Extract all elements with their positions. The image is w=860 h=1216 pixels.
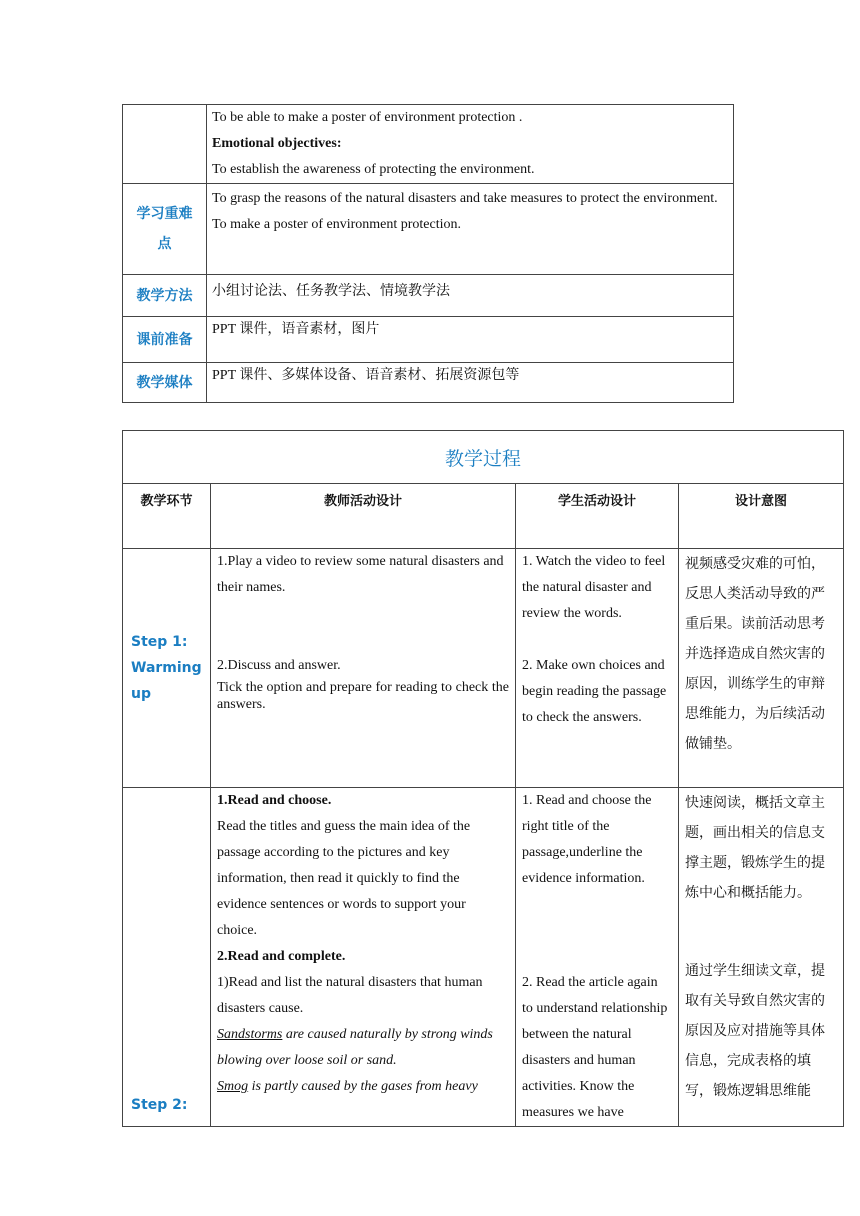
teaching-process-table — [122, 430, 844, 1127]
keyword: Sandstorms — [217, 1027, 283, 1042]
sentence-rest: is partly caused by the gases from heavy — [248, 1079, 478, 1094]
text-paragraph: 1.Play a video to review some natural disasters and their names. — [217, 554, 504, 595]
text-line: PPT 课件、多媒体设备、语音素材、拓展资源包等 — [212, 368, 520, 383]
row-content — [207, 184, 734, 275]
row-label: 课前准备 — [123, 317, 207, 363]
text-line: To establish the awareness of protecting the environment. — [212, 162, 535, 177]
step-label-line: Step 1: — [131, 634, 188, 650]
step-label: Step 2: — [123, 788, 211, 1127]
text-line: 小组讨论法、任务教学法、情境教学法 — [212, 284, 450, 299]
row-label — [123, 105, 207, 184]
table-title: 教学过程 — [123, 431, 844, 484]
text-paragraph: 通过学生细读文章，提取有关导致自然灾害的原因及应对措施等具体信息，完成表格的填写，锻炼逻辑思维能 — [685, 963, 825, 1099]
header-stage: 教学环节 — [123, 484, 211, 549]
row-label: 教学媒体 — [123, 363, 207, 403]
example-sentence — [217, 1074, 509, 1100]
text-paragraph: 1)Read and list the natural disasters that human disasters cause. — [217, 975, 483, 1016]
table-row — [123, 788, 844, 1127]
row-content — [207, 317, 734, 363]
text-line: Emotional objectives: — [212, 136, 342, 151]
header-intent: 设计意图 — [679, 484, 844, 549]
row-label: 教学方法 — [123, 275, 207, 317]
table-row — [123, 363, 734, 403]
text-paragraph: 快速阅读，概括文章主题，画出相关的信息支撑主题，锻炼学生的提炼中心和概括能力。 — [685, 795, 825, 901]
objectives-table — [122, 104, 734, 403]
text-line: To grasp the reasons of the natural disasters and take measures to protect the environment. — [212, 191, 718, 206]
table-row — [123, 105, 734, 184]
row-content — [207, 363, 734, 403]
header-student: 学生活动设计 — [516, 484, 679, 549]
text-paragraph: 1. Watch the video to feel the natural disaster and review the words. — [522, 554, 666, 621]
step-label-line: Warming — [131, 660, 202, 676]
design-intent: 视频感受灾难的可怕，反思人类活动导致的严重后果。读前活动思考并选择造成自然灾害的原因，训练学生的审辩思维能力，为后续活动做铺垫。 — [679, 549, 844, 788]
table-row — [123, 317, 734, 363]
keyword: Smog — [217, 1079, 249, 1094]
text-paragraph: 2. Read the article again to understand relationship between the natural disasters and human activities. Know the measures we have — [522, 975, 668, 1120]
example-sentence — [217, 1022, 509, 1074]
table-header-row — [123, 484, 844, 549]
sentence-rest: are caused naturally by strong winds blowing over loose soil or sand. — [217, 1027, 493, 1068]
teacher-activity — [211, 549, 516, 788]
text-heading: 1.Read and choose. — [217, 793, 332, 808]
text-heading: 2.Discuss and answer. — [217, 658, 341, 673]
row-content — [207, 105, 734, 184]
text-line: PPT 课件，语音素材，图片 — [212, 322, 380, 337]
table-row — [123, 549, 844, 788]
table-title-row — [123, 431, 844, 484]
text-line: To make a poster of environment protection. — [212, 217, 461, 232]
row-content — [207, 275, 734, 317]
text-heading: 2.Read and complete. — [217, 949, 346, 964]
student-activity — [516, 549, 679, 788]
student-activity — [516, 788, 679, 1127]
text-paragraph: Read the titles and guess the main idea of the passage according to the pictures and key information, then read it quickly to find the evidence sentences or words to support your choice. — [217, 819, 471, 938]
step-label — [123, 549, 211, 788]
row-label: 学习重难点 — [123, 184, 207, 275]
table-row — [123, 184, 734, 275]
text-paragraph: 1. Read and choose the right title of the passage,underline the evidence information. — [522, 793, 652, 886]
text-line: To be able to make a poster of environment protection . — [212, 110, 523, 125]
text-paragraph: 2. Make own choices and begin reading the passage to check the answers. — [522, 658, 667, 725]
teacher-activity — [211, 788, 516, 1127]
header-teacher: 教师活动设计 — [211, 484, 516, 549]
table-row — [123, 275, 734, 317]
step-label-line: up — [131, 686, 151, 702]
design-intent — [679, 788, 844, 1127]
text-paragraph: Tick the option and prepare for reading to check the answers. — [217, 680, 509, 712]
